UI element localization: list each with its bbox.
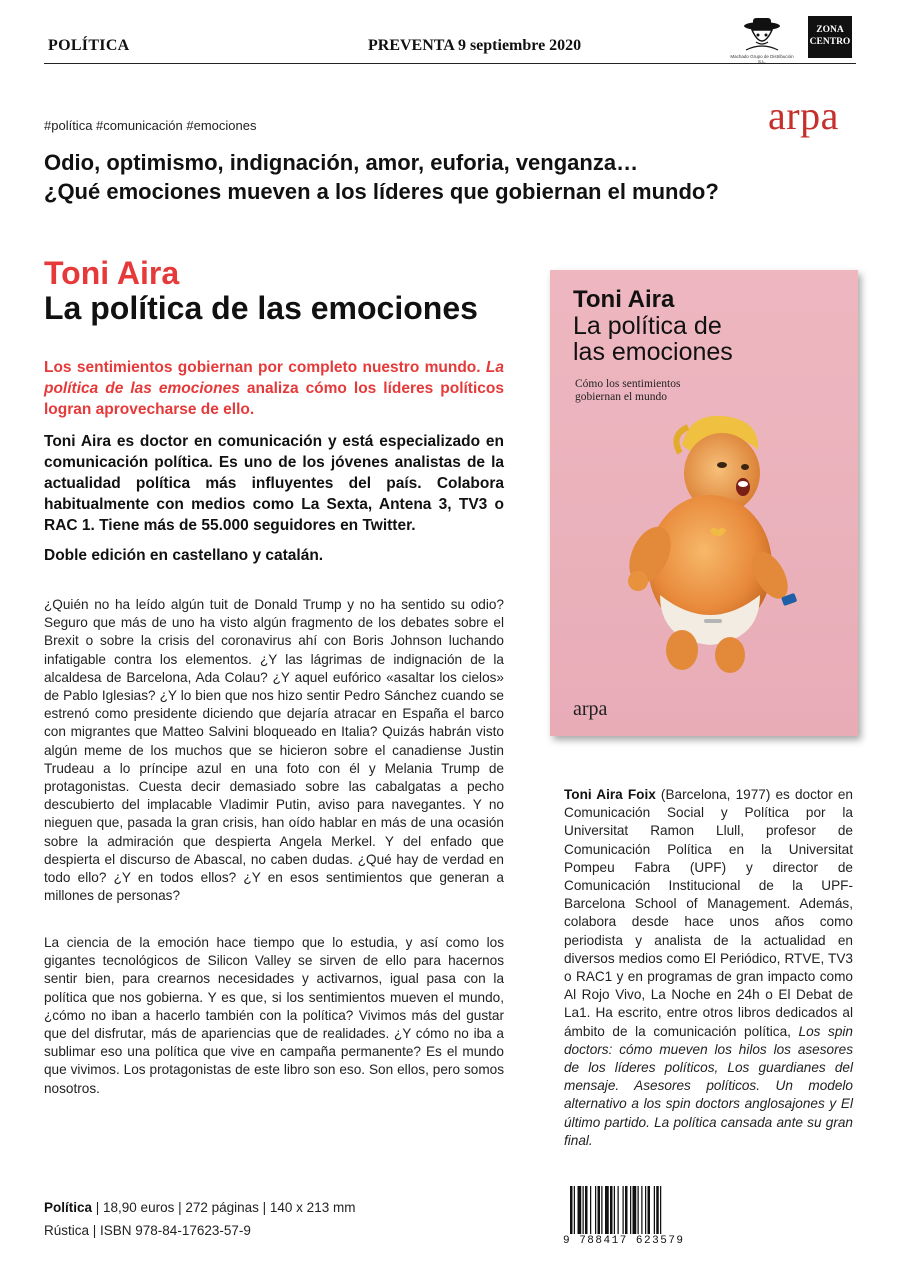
lead-red-part1: Los sentimientos gobiernan por completo nuestro mundo. [44, 359, 481, 376]
cover-author: Toni Aira [573, 286, 675, 313]
hashtags: #política #comunicación #emociones [44, 118, 257, 133]
footer-isbn: Rústica | ISBN 978-84-17623-57-9 [44, 1223, 251, 1238]
cover-background [550, 270, 858, 736]
section-label: POLÍTICA [48, 37, 130, 54]
zona-centro-logo [808, 16, 852, 58]
distributor-logo [726, 16, 798, 62]
zona-line1: ZONA [816, 25, 844, 35]
headline-line2: ¿Qué emociones mueven a los líderes que gobiernan el mundo? [44, 179, 719, 204]
publisher-logo: arpa [768, 93, 839, 138]
headline-line1: Odio, optimismo, indignación, amor, euforia, venganza… [44, 150, 639, 175]
cover-subtitle-line1: Cómo los sentimientos [575, 378, 681, 390]
lead-author-summary: Toni Aira es doctor en comunicación y está especializado en comunicación política. Es uno de los jóvenes analistas de la actualidad política más influyentes del país. Colabora habitualmente con medios como La Sexta, Antena 3, TV3 o RAC 1. Tiene más de 55.000 seguidores en Twitter. [44, 433, 504, 534]
cover-subtitle-line2: gobiernan el mundo [575, 391, 667, 403]
presale-date: PREVENTA 9 septiembre 2020 [368, 37, 582, 54]
author-bio [564, 786, 853, 1150]
lead-red-italic: La política de las emociones [44, 359, 504, 397]
distributor-hat-icon [726, 16, 798, 54]
barcode-number: 9 788417 623579 [563, 1235, 685, 1247]
book-title: La política de las emociones [44, 290, 478, 326]
body-paragraph-2: La ciencia de la emoción hace tiempo que lo estudia, y así como los gigantes tecnológicos de Silicon Valley se sirven de ello para hacernos sentir bien, para crearnos necesidades y activarnos, igual pasa con la política que nos gobierna. Y es que, si los sentimientos mueven el mundo, ¿cómo no iban a hacerlo también con la política? Vivimos más del gustar que del disfrutar, más de apariencias que de realidades. ¿Y cómo no iba a sublimar eso una política que vive en campaña permanente? Es el mundo que vivimos. Los protagonistas de este libro son eso. Son ellos, pero somos nosotros. [44, 935, 504, 1096]
cover-title [573, 313, 733, 365]
body-paragraph-1: ¿Quién no ha leído algún tuit de Donald Trump y no ha sentido su odio? Seguro que más de uno ha visto algún fragmento de los debates sobre el Brexit o sobre la crisis del coronavirus ahí con Boris Johnson luchando infatigable contra los elementos. ¿Y las lágrimas de indignación de la alcaldesa de Barcelona, Ada Colau? ¿Y aquel eufórico «asaltar los cielos» de Pablo Iglesias? ¿Y lo bien que nos hizo sentir Pedro Sánchez cuando se estrenó como presidente diciendo que dejaría atracar en España el barco con migrantes que Matteo Salvini bloqueado en Italia? Quizás habrán visto algún meme de los muchos que se hicieron sobre el canadiense Justin Trudeau a lo príncipe azul en una foto con él y Melania Trump de protagonistas. Cuesta decir demasiado sobre las cabalgatas a pecho descubierto del implacable Vladimir Putin, aviso para navegantes. Y no nieguen que, pasada la gran crisis, han oído hablar en más de una ocasión sobre la admiración que despierta Angela Merkel. Y del enfado que despierta el discurso de Abascal, no caben dudas. ¿Qué hay de verdad en todo ello? ¿Y en todos ellos? ¿Y en esos sentimientos que generan a millones de personas? [44, 597, 504, 904]
barcode-icon [570, 1186, 694, 1234]
footer-specs-text: | 18,90 euros | 272 páginas | 140 x 213 mm [92, 1200, 356, 1215]
cover-title-line2: las emociones [573, 338, 733, 366]
headline [44, 148, 844, 206]
zona-line2: CENTRO [809, 37, 851, 47]
edition-note: Doble edición en castellano y catalán. [44, 547, 324, 564]
cover-balloon-illustration [610, 405, 810, 675]
book-cover [550, 270, 866, 742]
bio-books: Los spin doctors: cómo mueven los hilos los asesores de los líderes políticos, Los guardianes del mensaje. Asesores políticos. Un modelo alternativo a los spin doctors anglosajones y El último partido. La política cansada ante su gran final. [564, 1023, 853, 1148]
lead-red-part2: analiza cómo los líderes políticos logran aprovecharse de ello. [44, 380, 504, 418]
bio-name: Toni Aira Foix [564, 787, 656, 802]
lead-summary [44, 357, 504, 420]
cover-title-line1: La política de [573, 312, 722, 340]
footer-specs [44, 1200, 355, 1215]
bio-text: (Barcelona, 1977) es doctor en Comunicación Social y Política por la Universitat Ramon Llull, profesor de Comunicación Política en la Universitat Pompeu Fabra (UPF) y director de Comunicación Institucional de la UPF-Barcelona School of Management. Además, colabora desde hace unos años como periodista y analista de la actualidad en diversos medios como El Periódico, RTVE, TV3 o RAC1 y en programas de gran impacto como Al Rojo Vivo, La Noche en 24h o El Debat de La1. Ha escrito, entre otros libros dedicados al ámbito de la comunicación política, [564, 787, 853, 1039]
cover-publisher: arpa [573, 698, 608, 720]
distributor-caption: Machado Grupo de Distribución S.L. [730, 54, 794, 64]
footer-category: Política [44, 1200, 93, 1215]
cover-subtitle [575, 378, 680, 404]
header-divider [44, 63, 856, 64]
book-author: Toni Aira [44, 255, 180, 291]
